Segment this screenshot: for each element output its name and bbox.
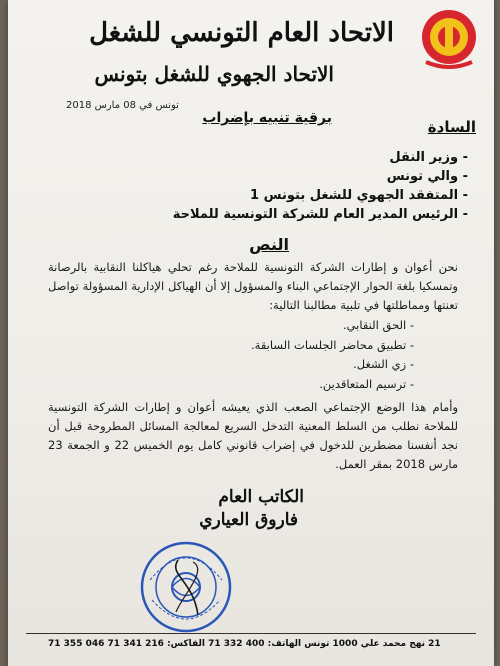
recipient-item: - وزير النقل — [389, 150, 468, 165]
union-title: الاتحاد العام التونسي للشغل — [89, 18, 394, 48]
letter-date: تونس في 08 مارس 2018 — [66, 100, 179, 111]
paragraph-strike: وأمام هذا الوضع الإجتماعي الصعب الذي يعيشه أعوان و إطارات الشركة التونسية للملاحة نطلب من السلط المعنية التدخل السريع لمعالجة المسائل المطروحة قبل أن نجد أنفسنا مضطرين للدخول في إضراب قانوني كامل يوم الخميس 22 و الجمعة 23 مارس 2018 بمقر العمل. — [48, 400, 458, 471]
telegram-title: برقية تنبيه بإضراب — [202, 110, 332, 126]
demand-item: - الحق النقابي. — [342, 318, 414, 332]
footer-divider — [26, 633, 476, 634]
recipient-item: - المتفقد الجهوي للشغل بتونس 1 — [250, 188, 468, 203]
recipient-item: - الرئيس المدير العام للشركة التونسية للملاحة — [172, 207, 468, 222]
footer-contact: 21 نهج محمد علي 1000 تونس الهاتف: 400 332 71 الفاكس: 216 341 71 046 355 71 — [48, 639, 441, 649]
demand-item: - ترسيم المتعاقدين. — [319, 376, 414, 391]
signature-name: فاروق العياري — [199, 510, 298, 530]
union-logo-icon — [412, 6, 486, 72]
paragraph-intro: نحن أعوان و إطارات الشركة التونسية للملاحة رغم تحلي هياكلنا النقابية بالرصانة وتمسكيا بلغة الحوار الإجتماعي البناء والمسؤول إلا أن الهياكل الإدارية المسؤولة تواصل تعنتها ومماطلتها في تلبية مطالبنا التالية: — [48, 260, 458, 312]
signature-title: الكاتب العام — [218, 487, 304, 507]
addressee-heading: السادة — [427, 118, 476, 136]
text-heading: النص — [249, 235, 289, 254]
letter-page — [8, 0, 494, 666]
demand-item: - زي الشغل. — [353, 357, 414, 371]
regional-union-subtitle: الاتحاد الجهوي للشغل بتونس — [94, 62, 334, 86]
demands-list — [251, 318, 414, 396]
recipient-item: - والي تونس — [386, 169, 468, 184]
official-stamp-icon — [138, 540, 234, 634]
demand-item: - تطبيق محاضر الجلسات السابقة. — [251, 337, 414, 352]
